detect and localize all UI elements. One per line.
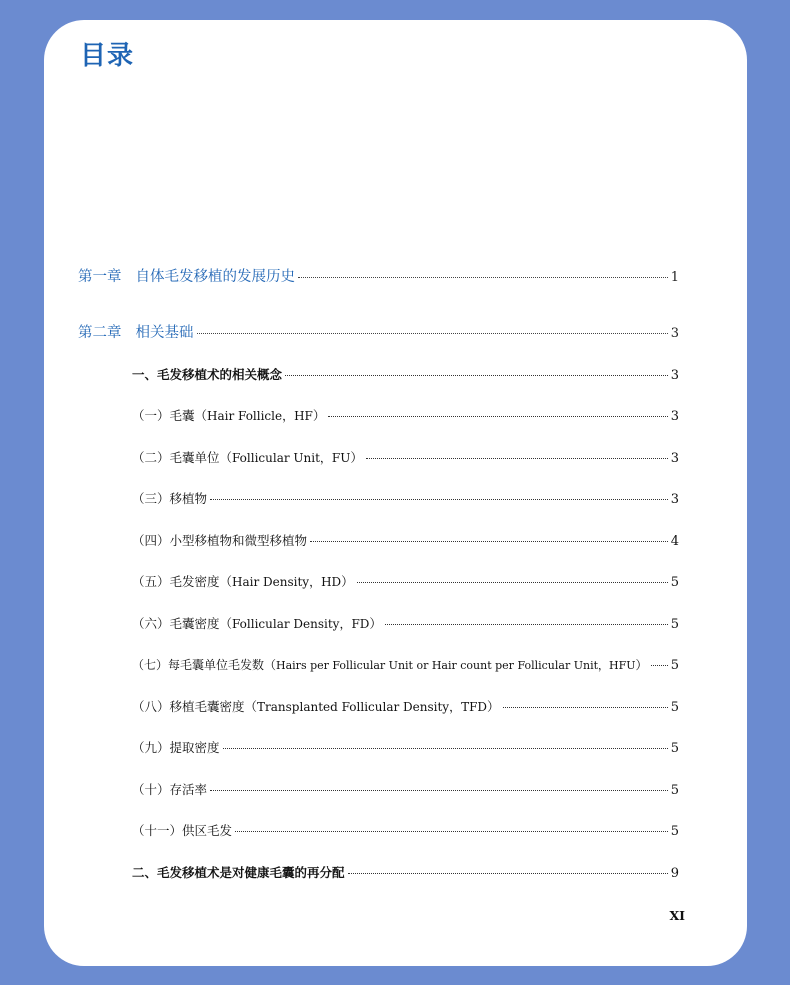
subsection-english: Hair Density，HD bbox=[232, 575, 342, 589]
page-number: 9 bbox=[670, 866, 679, 881]
subsection-label: （八）移植毛囊密度（ bbox=[132, 699, 258, 714]
toc-subsection-8[interactable] bbox=[132, 701, 679, 714]
toc-subsection-9[interactable] bbox=[132, 742, 679, 755]
subsection-english: Follicular Density，FD bbox=[232, 617, 370, 631]
chapter-number: 第二章 bbox=[78, 325, 122, 341]
subsection-label: （三）移植物 bbox=[132, 491, 208, 506]
subsection-english: Transplanted Follicular Density，TFD bbox=[257, 700, 488, 714]
subsection-close: ） bbox=[487, 699, 500, 714]
dot-leader bbox=[223, 748, 668, 749]
subsection-label: （七）每毛囊单位毛发数（ bbox=[132, 658, 277, 672]
toc-subsection-1[interactable] bbox=[132, 410, 679, 423]
toc-chapter-1[interactable] bbox=[78, 270, 679, 285]
toc-chapter-2[interactable] bbox=[78, 326, 679, 341]
subsection-close: ） bbox=[369, 616, 382, 631]
dot-leader bbox=[348, 873, 668, 874]
subsection-close: ） bbox=[350, 450, 363, 465]
page-number: 3 bbox=[670, 326, 679, 341]
dot-leader bbox=[503, 707, 668, 708]
toc-subsection-5[interactable] bbox=[132, 576, 679, 589]
dot-leader bbox=[357, 582, 668, 583]
subsection-english: Follicular Unit，FU bbox=[232, 451, 351, 465]
page-number: 3 bbox=[670, 409, 679, 424]
dot-leader bbox=[285, 375, 668, 376]
subsection-close: ） bbox=[635, 658, 648, 672]
subsection-label: （十）存活率 bbox=[132, 782, 208, 797]
subsection-english: Hair Follicle，HF bbox=[207, 409, 313, 423]
page-number: 5 bbox=[670, 617, 679, 632]
subsection-label: （九）提取密度 bbox=[132, 740, 220, 755]
dot-leader bbox=[366, 458, 668, 459]
page-title: 目录 bbox=[80, 41, 135, 71]
toc-page bbox=[44, 20, 747, 966]
subsection-label: （五）毛发密度（ bbox=[132, 574, 233, 589]
subsection-label: （二）毛囊单位（ bbox=[132, 450, 233, 465]
subsection-close: ） bbox=[341, 574, 354, 589]
dot-leader bbox=[310, 541, 668, 542]
toc-section-2[interactable] bbox=[132, 867, 679, 880]
page-number: 5 bbox=[670, 575, 679, 590]
page-number: 5 bbox=[670, 824, 679, 839]
chapter-number: 第一章 bbox=[78, 269, 122, 285]
dot-leader bbox=[210, 499, 668, 500]
dot-leader bbox=[298, 277, 668, 278]
dot-leader bbox=[385, 624, 668, 625]
page-number: 5 bbox=[670, 741, 679, 756]
toc-subsection-11[interactable] bbox=[132, 825, 679, 838]
page-number: 5 bbox=[670, 783, 679, 798]
page-number: 1 bbox=[670, 270, 679, 285]
chapter-title: 相关基础 bbox=[135, 325, 194, 341]
chapter-title: 自体毛发移植的发展历史 bbox=[135, 269, 295, 285]
section-title: 二、毛发移植术是对健康毛囊的再分配 bbox=[132, 865, 345, 880]
toc-subsection-4[interactable] bbox=[132, 535, 679, 548]
page-number: 3 bbox=[670, 492, 679, 507]
subsection-close: ） bbox=[312, 408, 326, 423]
subsection-label: （十一）供区毛发 bbox=[132, 823, 233, 838]
page-number: 5 bbox=[670, 658, 679, 673]
subsection-english: Hairs per Follicular Unit or Hair count per Follicular Unit，HFU bbox=[276, 659, 636, 672]
dot-leader bbox=[328, 416, 667, 417]
toc-subsection-6[interactable] bbox=[132, 618, 679, 631]
section-title: 一、毛发移植术的相关概念 bbox=[132, 367, 283, 382]
page-folio: XI bbox=[669, 908, 685, 923]
subsection-label: （一）毛囊（ bbox=[132, 408, 208, 423]
toc-section-1[interactable] bbox=[132, 369, 679, 382]
page-number: 5 bbox=[670, 700, 679, 715]
dot-leader bbox=[235, 831, 668, 832]
page-number: 4 bbox=[670, 534, 679, 549]
page-number: 3 bbox=[670, 368, 679, 383]
subsection-label: （六）毛囊密度（ bbox=[132, 616, 233, 631]
toc-subsection-10[interactable] bbox=[132, 784, 679, 797]
subsection-label: （四）小型移植物和微型移植物 bbox=[132, 533, 308, 548]
page-number: 3 bbox=[670, 451, 679, 466]
dot-leader bbox=[197, 333, 668, 334]
toc-subsection-2[interactable] bbox=[132, 452, 679, 465]
dot-leader bbox=[210, 790, 668, 791]
toc-subsection-7[interactable] bbox=[132, 659, 679, 672]
toc-subsection-3[interactable] bbox=[132, 493, 679, 506]
dot-leader bbox=[651, 665, 668, 666]
